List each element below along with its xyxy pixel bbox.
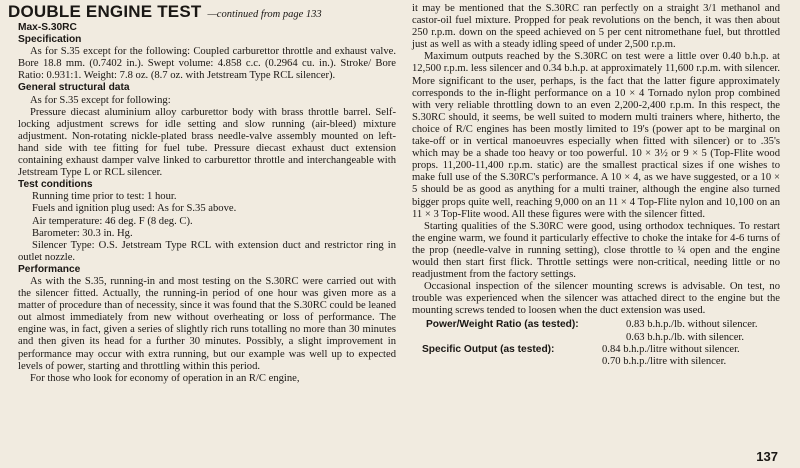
test-conditions-list [18,191,396,264]
general-structural-text: Pressure diecast aluminium alloy carburettor body with brass throttle barrel. Self-locking adjustment screws for idle setting and slow running (air-bleed) mixture adjustment. Non-rotating nickle-plated brass needle-valve assembly mounted on left-hand side with tee fitting for fuel tube. Pressure diecast exhaust duct extension containing exhaust damper valve linked to carburettor throttle and interchangeable with Jetstream Type L or RCL silencer. [18,106,396,179]
general-structural-heading: General structural data [18,82,130,94]
continued-note: —continued from page 133 [207,9,322,20]
general-intro-text: As for S.35 except for following: [30,94,171,106]
specific-output-value: 0.70 b.h.p./litre with silencer. [602,355,727,367]
performance-text: As with the S.35, running-in and most testing on the S.30RC were carried out with the silencer fitted. Actually, the running-in period of one hour was given more as a matter of procedure than of necessity, since it was found that the S.30RC could be leaned out almost immediately from new without overheating or loss of performance. The engine was, in fact, given a series of slightly rich runs totalling no more than 30 minutes and then given its head for a further 30 minutes. Possibly, a slight improvement in performance may occur with extra running, but our example was well up to expected levels of power, starting and throttling within this period. [18,275,396,372]
paragraph: Starting qualities of the S.30RC were good, using orthodox techniques. To restart the engine warm, we found it particularly effective to choke the intake for 4-6 turns of the prop (needle-valve in running setting), close throttle to ¼ open and the engine would then start first flick. Throttle settings were non-critical, needing little or no readjustment from the factory settings. [412,220,780,281]
list-item: Air temperature: 46 deg. F (8 deg. C). [32,215,193,227]
paragraph: Occasional inspection of the silencer mounting screws is advisable. On test, no trouble was experienced when the silencer was attached direct to the engine but the mounting screws tended to loosen when the duct extension was used. [412,281,780,317]
power-weight-value: 0.83 b.h.p./lb. without silencer. [626,319,758,331]
list-item: Running time prior to test: 1 hour. [32,191,177,203]
list-item: Barometer: 30.3 in. Hg. [32,227,133,239]
specification-text: As for S.35 except for the following: Coupled carburettor throttle and exhaust valve. Bore 18.8 mm. (0.7402 in.). Swept volume: 4.858 c.c. (0.2964 cu. in.). Stroke/ Bore Ratio: 0.931:1. Weight: 7.8 oz. (8.7 oz. with Jetstream Type RCL silencer). [18,46,396,82]
article-title: DOUBLE ENGINE TEST [8,2,202,21]
article-header [8,2,400,22]
paragraph: it may be mentioned that the S.30RC ran perfectly on a straight 3/1 methanol and castor-oil fuel mixture. Propped for peak revolutions on the bench, it was then about 250 r.p.m. down on the speed achieved on 5 per cent nitromethane fuel, but throttled just as well as with a steady idling speed of under 2,500 r.p.m. [412,3,780,51]
ratings-block [412,319,780,367]
specific-output-label: Specific Output (as tested): [422,343,555,355]
performance-heading: Performance [18,263,81,275]
page-number: 137 [756,449,778,464]
specific-output-value: 0.84 b.h.p./litre without silencer. [602,343,740,355]
power-weight-label: Power/Weight Ratio (as tested): [426,319,579,331]
specification-heading: Specification [18,34,82,46]
performance-text-continued: For those who look for economy of operation in an R/C engine, [30,372,300,384]
paragraph: Maximum outputs reached by the S.30RC on test were a little over 0.40 b.h.p. at 12,500 r.p.m. less silencer and 0.34 b.h.p. at approximately 11,600 r.p.m. with silencer. More significant to the user, perhaps, is the fact that the latter figure approximately corresponds to the in-flight performance on a 10 × 4 Tornado nylon prop combined with very reliable throttling down to an even 2,200-2,400 r.p.m. In this respect, the S.30RC should, it seems, be well suited to modern multi trainers where, hitherto, the choice of R/C engines has been mostly limited to 19's (power apt to be marginal on take-off or in vertical manoeuvres especially when fitted with silencer) or to .35's which may be a shade too heavy or too powerful. 10 × 3½ or 9 × 5 (Top-Flite wood props. 11,200-11,400 r.p.m. static) are the smallest practical sizes if one wishes to make full use of the S.30RC's performance. A 10 × 4, as we have suggested, or a 10 × 5 should be as good as anything for a multi trainer, although the engine also turned bigger props quite well, reaching 9,000 on an 11 × 4 Top-Flite nylon and 10,100 on an 11 × 3 Top-Flite wood. All these figures were with the silencer fitted. [412,51,780,220]
silencer-type-text: Silencer Type: O.S. Jetstream Type RCL with extension duct and restrictor ring in outlet nozzle. [18,239,396,263]
engine-name-heading: Max-S.30RC [18,22,77,33]
right-column [412,3,780,368]
power-weight-value: 0.63 b.h.p./lb. with silencer. [626,331,744,343]
left-column [18,22,396,385]
test-conditions-heading: Test conditions [18,179,93,191]
list-item: Fuels and ignition plug used: As for S.35 above. [32,203,237,215]
